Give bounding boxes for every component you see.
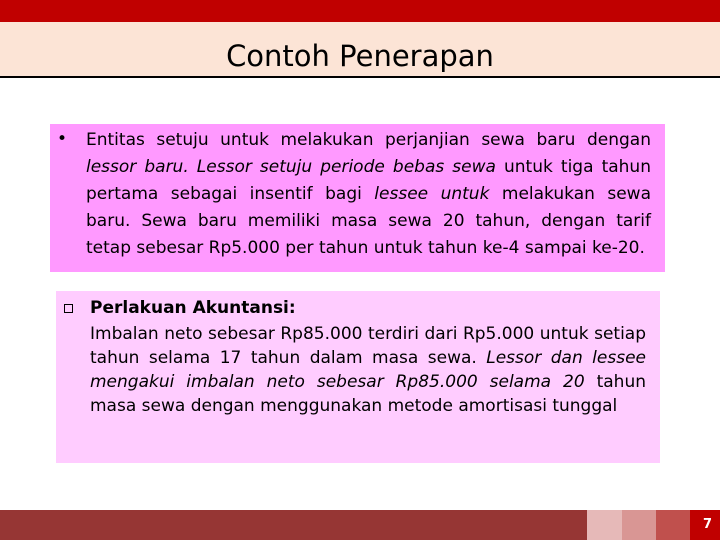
accounting-heading: Perlakuan Akuntansi: [90, 298, 296, 318]
accounting-text-3: tahun masa sewa dengan menggunakan metode amortisasi tunggal [90, 372, 646, 416]
scenario-text-4: lessee untuk [374, 184, 490, 204]
scenario-text-1: Entitas setuju untuk melakukan perjanjian sewa baru dengan [86, 130, 651, 150]
scenario-text [86, 127, 651, 262]
title-band [0, 22, 720, 78]
accounting-text-1: Imbalan neto sebesar Rp85.000 terdiri dari Rp5.000 untuk setiap tahun selama 17 tahun dalam masa sewa. [90, 324, 646, 368]
footer-segment-medium [622, 510, 656, 540]
scenario-text-2: lessor baru. Lessor setuju periode bebas sewa [86, 157, 496, 177]
slide-title: Contoh Penerapan [226, 39, 494, 73]
accounting-text [90, 322, 646, 418]
bullet-dot-icon: • [57, 129, 68, 149]
page-number: 7 [702, 517, 712, 532]
accounting-treatment-box [56, 291, 660, 463]
footer-segment-light [587, 510, 622, 540]
scenario-text-5: melakukan sewa baru. Sewa baru memiliki masa sewa 20 tahun, dengan tarif tetap sebesar Rp5.000 per tahun untuk tahun ke-4 sampai ke-20. [86, 184, 651, 258]
square-bullet-icon [64, 304, 73, 313]
bottom-bar [0, 510, 720, 540]
accounting-text-2: Lessor dan lessee mengakui imbalan neto sebesar Rp85.000 selama 20 [90, 348, 646, 392]
scenario-box [50, 124, 665, 272]
top-accent-bar [0, 0, 720, 22]
scenario-text-3: untuk tiga tahun pertama sebagai insentif bagi [86, 157, 651, 204]
footer-segment-dark [656, 510, 690, 540]
